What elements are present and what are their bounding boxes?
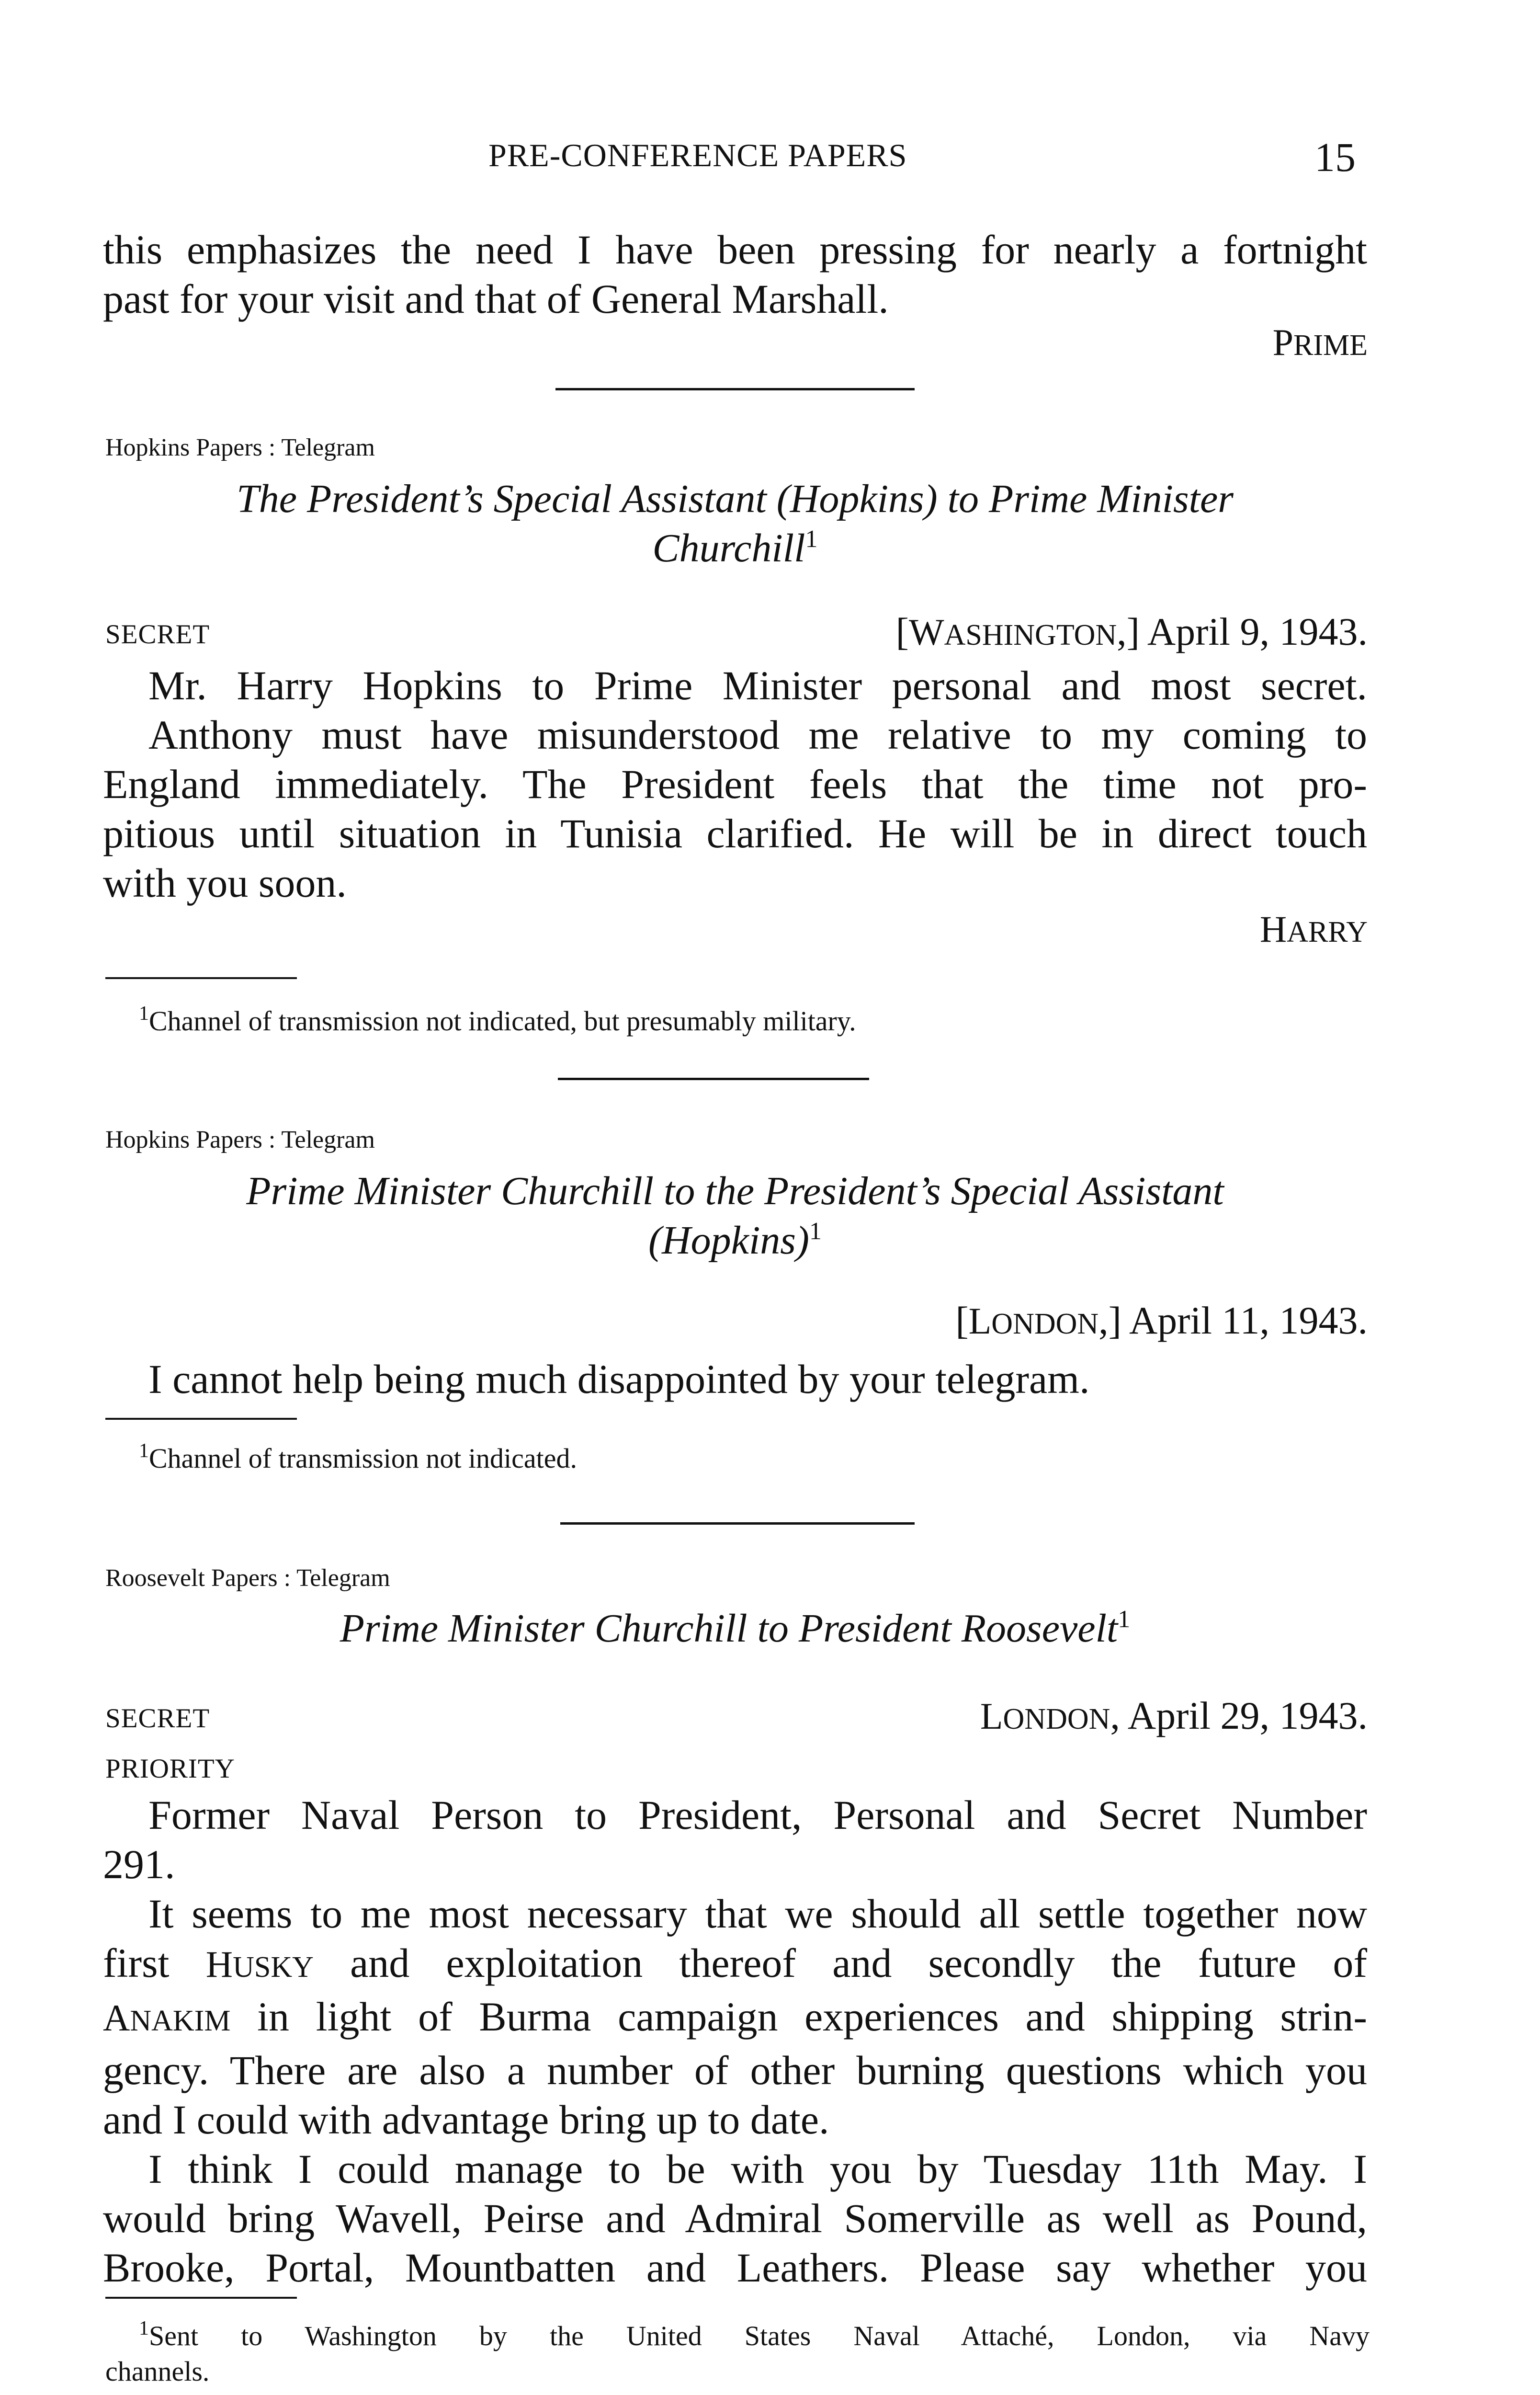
doc1-title-line-1: The President’s Special Assistant (Hopkins) to Prime Minister: [237, 477, 1234, 521]
doc1-line: England immediately. The President feels that the time not pro-: [103, 761, 1367, 807]
doc1-source: Hopkins Papers : Telegram: [105, 434, 375, 461]
doc2-dateline: [LONDON,] April 11, 1943.: [955, 1299, 1368, 1342]
signature-harry: HARRY: [1259, 908, 1368, 950]
doc1-dateline: [WASHINGTON,] April 9, 1943.: [895, 610, 1368, 653]
doc1-title: [103, 474, 1367, 573]
carryover-line-1: this emphasizes the need I have been pressing for nearly a fortnight: [103, 227, 1367, 273]
doc3-footnote-line-2: channels.: [105, 2356, 210, 2387]
doc3-line: ANAKIM in light of Burma campaign experiences and shipping strin-: [103, 1994, 1367, 2040]
signature-prime: PRIME: [1272, 321, 1368, 363]
section-divider: [558, 1078, 869, 1080]
doc3-classification: SECRET: [105, 1703, 210, 1734]
doc2-title-line-2: (Hopkins)$^1$: [648, 1218, 822, 1263]
doc3-footnote: [105, 2318, 1370, 2389]
doc3-line: It seems to me most necessary that we should all settle together now: [148, 1891, 1367, 1937]
doc3-line: first HUSKY and exploitation thereof and secondly the future of: [103, 1940, 1367, 1986]
footnote-rule: [105, 1418, 297, 1420]
running-title: PRE-CONFERENCE PAPERS: [488, 137, 907, 173]
doc3-line: Brooke, Portal, Mountbatten and Leathers. Please say whether you: [103, 2245, 1367, 2291]
doc2-title: [103, 1166, 1367, 1265]
section-divider: [555, 388, 915, 390]
doc3-line: 291.: [103, 1841, 175, 1887]
page-number: 15: [1314, 134, 1356, 180]
doc3-dateline: LONDON, April 29, 1943.: [980, 1694, 1368, 1737]
doc3-source: Roosevelt Papers : Telegram: [105, 1564, 390, 1592]
doc3-body: [103, 1791, 1367, 2292]
doc1-line: Anthony must have misunderstood me relative to my coming to: [148, 712, 1367, 758]
doc2-source: Hopkins Papers : Telegram: [105, 1126, 375, 1153]
section-divider: [560, 1522, 915, 1525]
footnote-rule: [105, 977, 297, 979]
doc3-line: would bring Wavell, Peirse and Admiral Somerville as well as Pound,: [103, 2195, 1367, 2241]
doc3-line: and I could with advantage bring up to date.: [103, 2097, 829, 2143]
doc1-body: [103, 661, 1367, 908]
doc2-footnote: $^1$Channel of transmission not indicated.: [139, 1440, 578, 1474]
footnote-rule: [105, 2297, 297, 2299]
carryover-line-2: past for your visit and that of General Marshall.: [103, 276, 889, 322]
doc2-body: I cannot help being much disappointed by your telegram.: [148, 1356, 1090, 1402]
doc1-footnote: $^1$Channel of transmission not indicated, but presumably military.: [139, 1003, 856, 1037]
doc3-title: Prime Minister Churchill to President Roosevelt$^1$: [340, 1606, 1131, 1651]
doc3-line: I think I could manage to be with you by Tuesday 11th May. I: [148, 2146, 1367, 2192]
doc2-title-line-1: Prime Minister Churchill to the President’s Special Assistant: [246, 1169, 1224, 1213]
doc1-line: Mr. Harry Hopkins to Prime Minister personal and most secret.: [148, 662, 1367, 708]
doc1-classification: SECRET: [105, 619, 210, 650]
doc3-line: gency. There are also a number of other burning questions which you: [103, 2047, 1367, 2093]
doc1-line: with you soon.: [103, 860, 347, 906]
doc3-line: Former Naval Person to President, Personal and Secret Number: [148, 1792, 1367, 1838]
doc1-line: pitious until situation in Tunisia clarified. He will be in direct touch: [103, 810, 1367, 856]
doc1-title-line-2: Churchill$^1$: [652, 525, 818, 570]
doc3-footnote-line-1: $^1$Sent to Washington by the United States Naval Attaché, London, via Navy: [139, 2317, 1370, 2351]
doc3-priority: PRIORITY: [105, 1754, 235, 1784]
